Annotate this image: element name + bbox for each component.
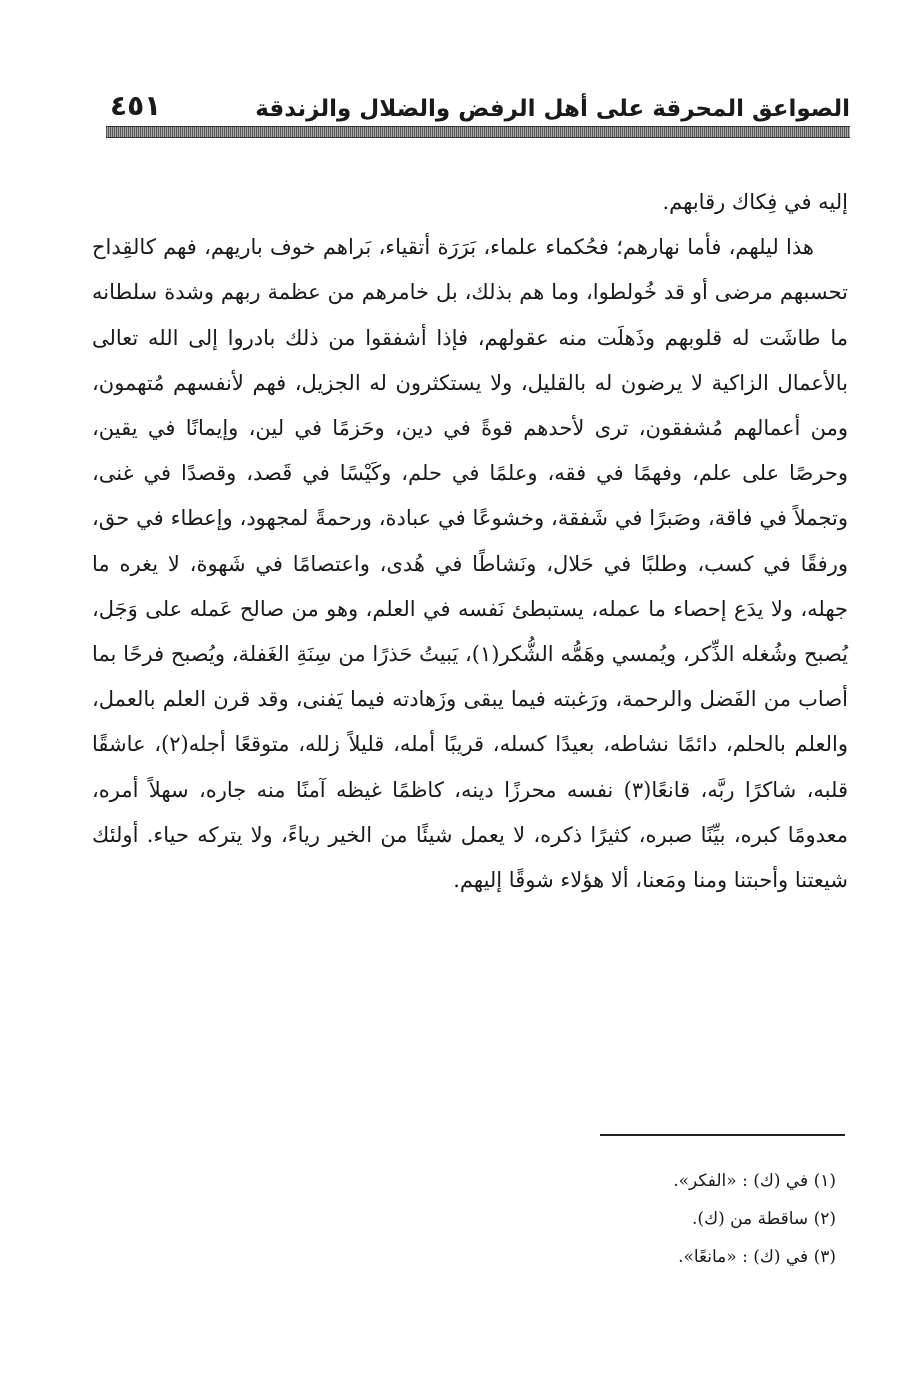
page-header bbox=[110, 82, 850, 122]
page-number: ٤٥١ bbox=[110, 89, 162, 122]
body-text bbox=[92, 180, 848, 903]
footnote-2: (٢) ساقطة من (ك). bbox=[692, 1209, 836, 1229]
footnotes bbox=[92, 1162, 836, 1276]
footnote-rule bbox=[600, 1134, 845, 1136]
paragraph-1: إليه في فِكاك رقابهم. bbox=[662, 190, 848, 214]
footnote-1: (١) في (ك) : «الفكر». bbox=[673, 1171, 836, 1191]
footnote-3: (٣) في (ك) : «مانعًا». bbox=[678, 1247, 836, 1267]
paragraph-2: هذا ليلهم، فأما نهارهم؛ فحُكماء علماء، بَرَرَة أتقياء، بَراهم خوف باريهم، فهم كالقِداح تحسبهم مرضى أو قد خُولطوا، وما هم بذلك، بل خامرهم من عظمة ربهم وشدة سلطانه ما طاشَت له قلوبهم وذَهلَت منه عقولهم، فإذا أشفقوا من ذلك بادروا إلى الله تعالى بالأعمال الزاكية لا يرضون له بالقليل، ولا يستكثرون له الجزيل، فهم لأنفسهم مُتهمون، ومن أعمالهم مُشفقون، ترى لأحدهم قوةً في دين، وحَزمًا في لين، وإيمانًا في يقين، وحرصًا على علم، وفهمًا في فقه، وعلمًا في حلم، وكَيْسًا في قَصد، وقصدًا في غنى، وتجملاً في فاقة، وصَبرًا في شَفقة، وخشوعًا في عبادة، ورحمةً لمجهود، وإعطاء في حق، ورفقًا في كسب، وطلبًا في حَلال، ونَشاطًا في هُدى، واعتصامًا في شَهوة، لا يغره ما جهله، ولا يدَع إحصاء ما عمله، يستبطئ نَفسه في العلم، وهو من صالح عَمله على وَجَل، يُصبح وشُغله الذِّكر، ويُمسي وهَمُّه الشُّكر(١)، يَبيتُ حَذرًا من سِنَةِ الغَفلة، ويُصبح فرحًا بما أصاب من الفَضل والرحمة، ورَغبته فيما يبقى وزَهادته فيما يَفنى، وقد قرن العلم بالعمل، والعلم بالحلم، دائمًا نشاطه، بعيدًا كسله، قريبًا أمله، قليلاً زلله، متوقعًا أجله(٢)، عاشقًا قلبه، شاكرًا ربَّه، قانعًا(٣) نفسه محرزًا دينه، كاظمًا غيظه آمنًا منه جاره، سهلاً أمره، معدومًا كبره، بيِّنًا صبره، كثيرًا ذكره، لا يعمل شيئًا من الخير رياءً، ولا يتركه حياء. أولئك شيعتنا وأحبتنا ومنا ومَعنا، ألا هؤلاء شوقًا إليهم. bbox=[92, 235, 849, 893]
running-title: الصواعق المحرقة على أهل الرفض والضلال والزندقة bbox=[255, 96, 850, 122]
header-rule bbox=[106, 126, 850, 138]
